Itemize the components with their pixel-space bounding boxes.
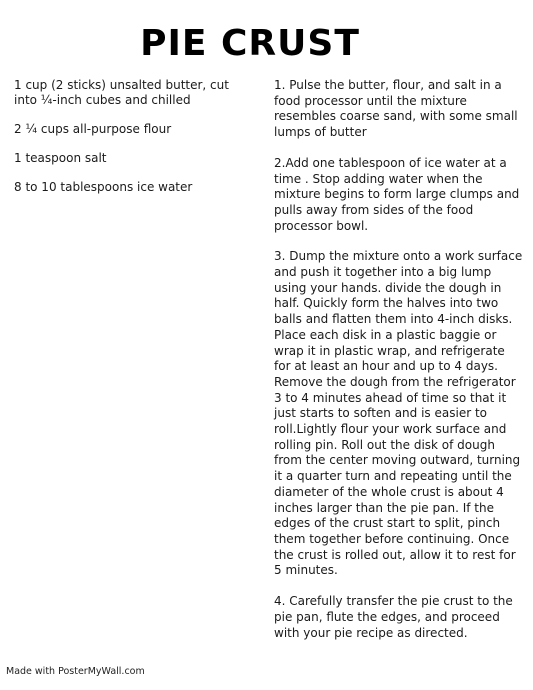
instruction-step: 3. Dump the mixture onto a work surface and push it together into a big lump using your hands. divide the dough in half. Quickly form the halves into two balls and flatten them into 4-inch disks. Place each disk in a plastic baggie or wrap it in plastic wrap, and refrigerate for at least an hour and up to 4 days. Remove the dough from the refrigerator 3 to 4 minutes ahead of time so that it just starts to soften and is easier to roll.Lightly flour your work surface and rolling pin. Roll out the disk of dough from the center moving outward, turning it a quarter turn and repeating until the diameter of the whole crust is about 4 inches larger than the pie pan. If the edges of the crust start to split, pinch them together before continuing. Once the crust is rolled out, allow it to rest for 5 minutes. — [274, 249, 523, 578]
footer-credit: Made with PosterMyWall.com — [6, 666, 145, 677]
ingredients-list — [14, 78, 254, 209]
ingredient-item: 2 ¼ cups all-purpose flour — [14, 122, 172, 136]
ingredient-item: 1 cup (2 sticks) unsalted butter, cut into ¼-inch cubes and chilled — [14, 78, 229, 107]
page-title: PIE CRUST — [140, 23, 360, 64]
instructions-list — [274, 78, 524, 656]
ingredient-item: 1 teaspoon salt — [14, 151, 107, 165]
instruction-step: 1. Pulse the butter, flour, and salt in a food processor until the mixture resembles coarse sand, with some small lumps of butter — [274, 78, 518, 140]
instruction-step: 2.Add one tablespoon of ice water at a time . Stop adding water when the mixture begins to form large clumps and pulls away from sides of the food processor bowl. — [274, 155, 520, 233]
ingredient-item: 8 to 10 tablespoons ice water — [14, 180, 193, 194]
instruction-step: 4. Carefully transfer the pie crust to the pie pan, flute the edges, and proceed with your pie recipe as directed. — [274, 594, 513, 640]
